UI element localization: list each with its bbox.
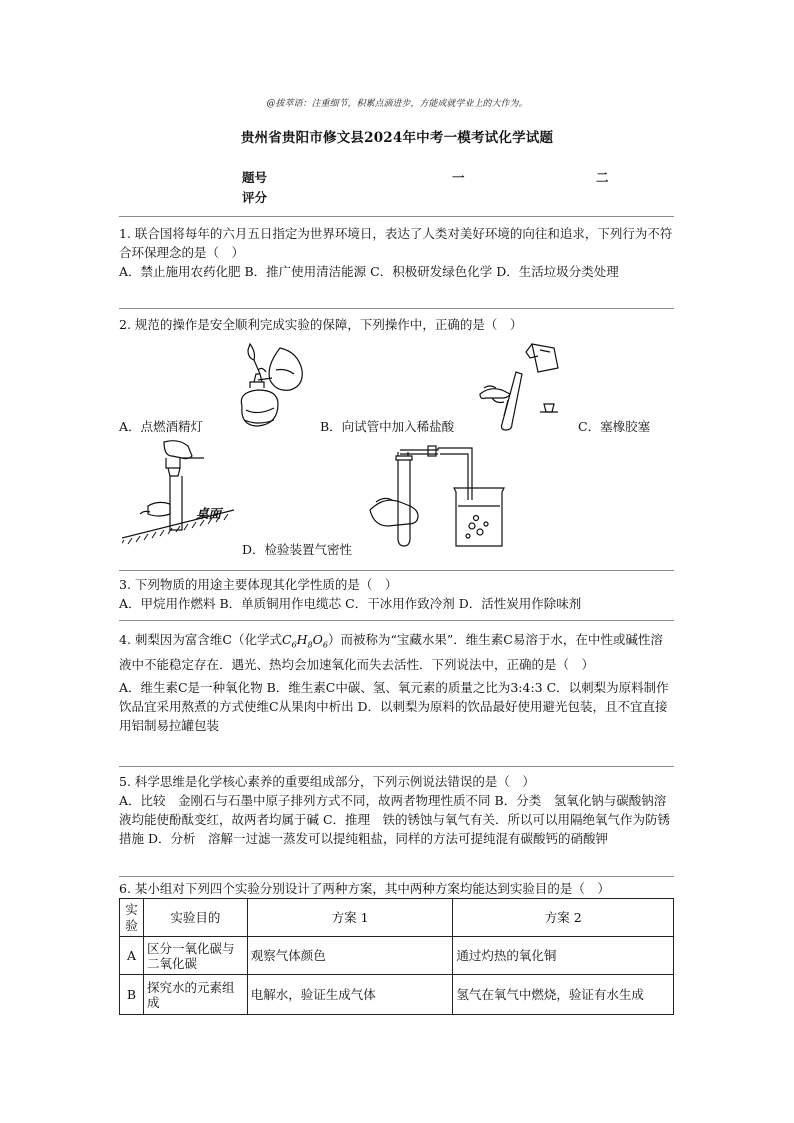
stopper-insertion-image	[122, 436, 234, 548]
question-4-option-ab: A．维生素C是一种氧化物 B．维生素C中碳、氢、氧元素的质量之比为	[119, 679, 511, 695]
airtightness-check-image	[368, 440, 508, 552]
option-c-label: C．塞橡胶塞	[578, 419, 651, 434]
question-4-stem-start: 4. 刺梨因为富含维C（化学式	[119, 632, 282, 647]
score-label-score: 评分	[242, 190, 268, 205]
question-4-stem-end: ）而被称为“宝藏水果”．维生素C易溶于水，在中性或碱性溶液中不能稳定存在．遇光、热均会加速氧化而失去活性．下列说法中，正确的是（ ）	[119, 632, 663, 672]
divider	[119, 216, 674, 217]
mass-ratio: 3:4:3	[510, 679, 543, 695]
divider	[119, 570, 674, 571]
question-5	[119, 772, 675, 848]
question-4	[119, 630, 675, 735]
table-header-row	[120, 899, 674, 937]
question-1-options: A．禁止施用农药化肥 B．推广使用清洁能源 C．积极研发绿色化学 D．生活垃圾分类处理	[119, 264, 619, 279]
option-b-label: B．向试管中加入稀盐酸	[320, 419, 455, 434]
option-a-label: A．点燃酒精灯	[119, 419, 204, 434]
question-6-stem: 6. 某小组对下列四个实验分别设计了两种方案，其中两种方案均能达到实验目的是（ ）	[119, 881, 610, 896]
question-1	[119, 224, 675, 281]
divider	[119, 620, 674, 621]
divider	[119, 308, 674, 309]
table-cell: 通过灼热的氧化铜	[453, 937, 674, 975]
score-label-question-number: 题号	[242, 170, 268, 185]
score-col-section-1: 一	[452, 170, 465, 185]
experiment-table	[119, 898, 674, 1015]
table-cell: A	[120, 937, 144, 975]
page-title: 贵州省贵阳市修文县2024年中考一模考试化学试题	[240, 130, 554, 146]
question-2-stem: 2. 规范的操作是安全顺利完成实验的保障，下列操作中，正确的是（ ）	[119, 317, 523, 332]
table-header-cell: 实验目的	[143, 899, 247, 937]
score-col-section-2: 二	[596, 170, 609, 185]
question-3-options: A．甲烷用作燃料 B．单质铜用作电缆芯 C．干冰用作致冷剂 D．活性炭用作除味剂	[119, 596, 582, 611]
test-tube-pouring-image	[474, 340, 564, 432]
vitamin-c-formula: $C_6H_8O_6$	[281, 632, 328, 650]
table-row	[120, 975, 674, 1015]
header-motto: @拔萃语：注重细节，积累点滴进步，方能成就学业上的大作为。	[266, 99, 528, 109]
alcohol-lamp-lighting-image	[228, 340, 312, 436]
table-row	[120, 937, 674, 975]
table-cell: 电解水，验证生成气体	[247, 975, 453, 1015]
table-cell: 区分一氧化碳与二氧化碳	[143, 937, 247, 975]
table-cell: B	[120, 975, 144, 1015]
question-1-stem: 1. 联合国将每年的六月五日指定为世界环境日，表达了人类对美好环境的向往和追求，下列行为不符合环保理念的是（ ）	[119, 226, 673, 260]
desk-label: 桌面	[196, 506, 222, 521]
table-cell: 观察气体颜色	[247, 937, 453, 975]
table-header-cell: 方案 2	[453, 899, 674, 937]
table-cell: 探究水的元素组成	[143, 975, 247, 1015]
divider	[119, 876, 674, 877]
question-4-option-cd: C．以刺梨为原料制作饮品宜采用熬煮的方式使维C从果肉中析出 D．以刺梨为原料的饮品最好使用避光包装，且不宜直接用铝制易拉罐包装	[119, 679, 669, 733]
question-4-stem	[119, 630, 675, 674]
question-3-stem: 3. 下列物质的用途主要体现其化学性质的是（ ）	[119, 577, 398, 592]
option-d-label: D．检验装置气密性	[242, 542, 353, 557]
question-3	[119, 575, 675, 613]
question-5-options: A．比较 金刚石与石墨中原子排列方式不同，故两者物理性质不同 B．分类 氢氧化钠与碳酸钠溶液均能使酚酞变红，故两者均属于碱 C．推理 铁的锈蚀与氧气有关．所以可以用隔绝氧气作为防锈措施 D．分析 溶解一过滤一蒸发可以提纯粗盐，同样的方法可提纯混有碳酸钙的硝酸钾	[119, 793, 671, 846]
divider	[119, 766, 674, 767]
question-5-stem: 5. 科学思维是化学核心素养的重要组成部分，下列示例说法错误的是（ ）	[119, 774, 535, 789]
table-header-cell: 方案 1	[247, 899, 453, 937]
table-header-cell: 实验	[120, 899, 144, 937]
table-cell: 氢气在氧气中燃烧，验证有水生成	[453, 975, 674, 1015]
question-4-options	[119, 678, 675, 735]
